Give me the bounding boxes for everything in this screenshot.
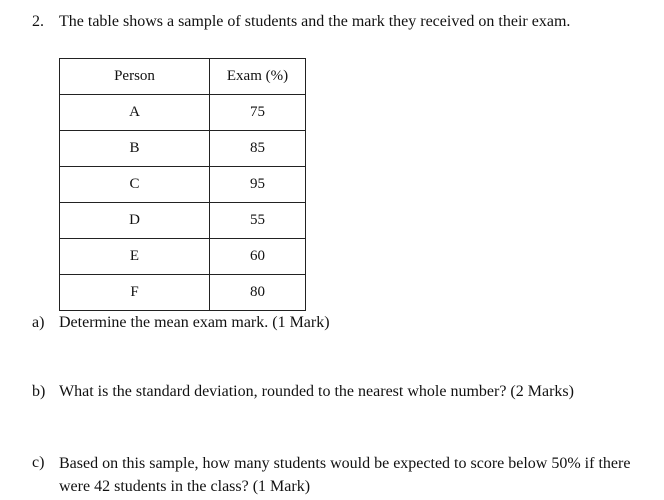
exam-cell: 95 bbox=[210, 167, 306, 203]
person-cell: D bbox=[60, 203, 210, 239]
person-cell: F bbox=[60, 275, 210, 311]
table-row bbox=[60, 239, 306, 275]
exam-cell: 60 bbox=[210, 239, 306, 275]
table-row bbox=[60, 131, 306, 167]
table-row bbox=[60, 275, 306, 311]
question-number: 2. bbox=[32, 13, 44, 30]
table-row bbox=[60, 203, 306, 239]
person-cell: E bbox=[60, 239, 210, 275]
table-header-row bbox=[60, 59, 306, 95]
person-cell: A bbox=[60, 95, 210, 131]
question-stem: The table shows a sample of students and the mark they received on their exam. bbox=[59, 13, 571, 30]
person-cell: B bbox=[60, 131, 210, 167]
table-row bbox=[60, 167, 306, 203]
table-row bbox=[60, 95, 306, 131]
part-c-label: c) bbox=[32, 454, 45, 471]
column-header-exam: Exam (%) bbox=[210, 59, 306, 95]
exam-cell: 85 bbox=[210, 131, 306, 167]
person-cell: C bbox=[60, 167, 210, 203]
part-b-text: What is the standard deviation, rounded to the nearest whole number? (2 Marks) bbox=[59, 383, 574, 400]
part-a-text: Determine the mean exam mark. (1 Mark) bbox=[59, 314, 330, 331]
column-header-person: Person bbox=[60, 59, 210, 95]
exam-cell: 80 bbox=[210, 275, 306, 311]
exam-marks-table bbox=[59, 58, 306, 311]
exam-cell: 75 bbox=[210, 95, 306, 131]
exam-cell: 55 bbox=[210, 203, 306, 239]
part-b-label: b) bbox=[32, 383, 46, 400]
part-c-text: Based on this sample, how many students would be expected to score below 50% if there were 42 students in the class? (1 Mark) bbox=[59, 455, 631, 495]
part-a-label: a) bbox=[32, 314, 45, 331]
